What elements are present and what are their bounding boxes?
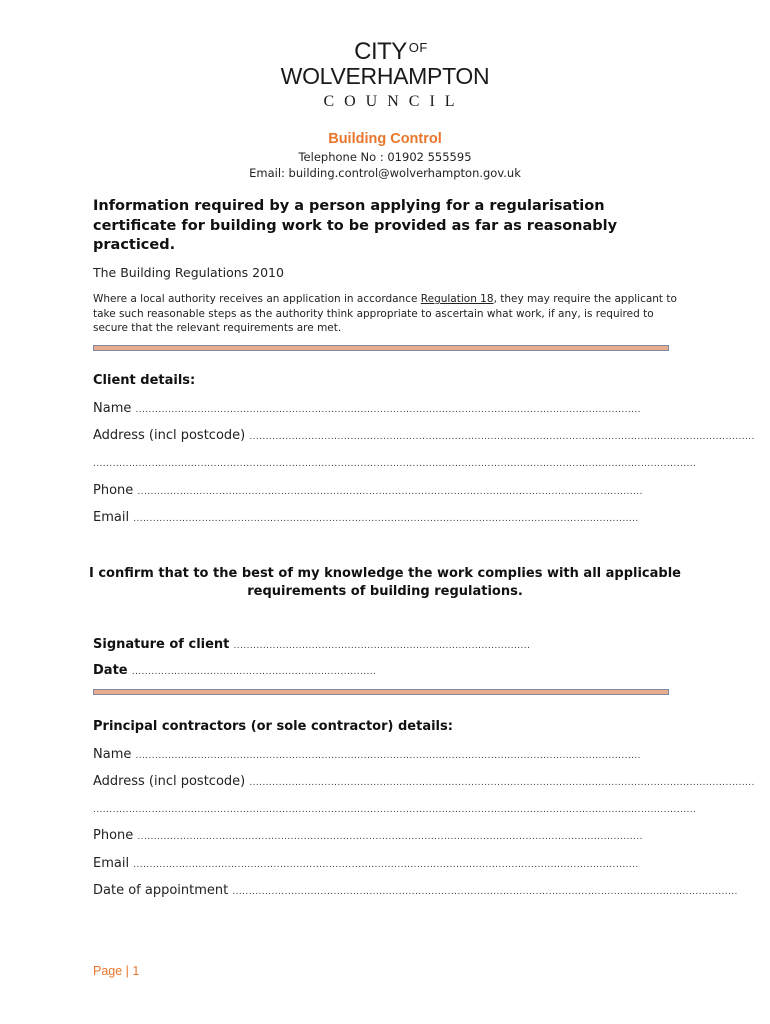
client-phone-line[interactable]: ........................................................................................................................................................... (137, 487, 643, 497)
signature-label: Signature of client (93, 637, 230, 652)
form-heading: Information required by a person applying for a regularisation certificate for building work to be provided as far as reasonably practiced. (93, 198, 618, 253)
contractor-email-line[interactable]: ........................................................................................................................................................... (133, 860, 639, 870)
client-email-line[interactable]: ........................................................................................................................................................... (133, 514, 639, 524)
client-details-title: Client details: (93, 373, 196, 388)
client-name-label: Name (93, 401, 132, 416)
logo-city-text: CITY (354, 38, 407, 65)
logo-council-text: COUNCIL (323, 93, 465, 110)
contractor-address-field[interactable] (93, 774, 755, 789)
council-logo (0, 36, 770, 111)
contractor-name-field[interactable] (93, 747, 678, 762)
logo-of-text: OF (408, 40, 428, 55)
confirmation-statement: I confirm that to the best of my knowledge the work complies with all applicable requirements of building regulations. (88, 566, 681, 599)
contractor-address-line[interactable]: ........................................................................................................................................................... (249, 778, 755, 788)
department-title: Building Control (328, 131, 442, 147)
date-label: Date (93, 663, 128, 678)
contractor-phone-label: Phone (93, 828, 134, 843)
contractor-name-label: Name (93, 747, 132, 762)
client-date-field[interactable] (93, 663, 376, 678)
regulations-title: The Building Regulations 2010 (93, 265, 284, 280)
client-email-label: Email (93, 510, 130, 525)
client-name-line[interactable]: ........................................................................................................................................................... (135, 405, 641, 415)
contractor-email-label: Email (93, 856, 130, 871)
client-address-line[interactable]: ........................................................................................................................................................... (249, 432, 755, 442)
logo-wolverhampton-text: WOLVERHAMPTON (280, 63, 490, 89)
contractor-details-title: Principal contractors (or sole contractor) details: (93, 719, 453, 734)
contractor-address-label: Address (incl postcode) (93, 774, 246, 789)
client-address-line-2[interactable]: ......................................................................................................................................................................................... (93, 459, 697, 469)
section-divider (93, 689, 669, 695)
regulation-18-link[interactable]: Regulation 18 (420, 293, 494, 305)
client-address-label: Address (incl postcode) (93, 428, 246, 443)
appointment-date-line[interactable]: ........................................................................................................................................................... (232, 887, 738, 897)
email-line: Email: building.control@wolverhampton.gov.uk (249, 166, 521, 180)
signature-line[interactable]: ........................................................................................... (233, 641, 531, 651)
telephone-line: Telephone No : 01902 555595 (298, 150, 472, 164)
contractor-address-line-2[interactable]: ......................................................................................................................................................................................... (93, 805, 697, 815)
page-number: Page | 1 (93, 964, 140, 978)
client-address-field[interactable] (93, 428, 755, 443)
date-line[interactable]: ........................................................................... (131, 667, 377, 677)
appointment-date-field[interactable] (93, 883, 738, 898)
intro-paragraph (93, 292, 683, 336)
client-name-field[interactable] (93, 401, 678, 416)
intro-text-end: , they may require the applicant to take such reasonable steps as the authority think appropriate to ascertain what work, if any, is required to secure that the relevant requirements are met. (93, 293, 677, 334)
contractor-phone-field[interactable] (93, 828, 678, 843)
contractor-name-line[interactable]: ........................................................................................................................................................... (135, 751, 641, 761)
appointment-date-label: Date of appointment (93, 883, 229, 898)
client-address-continued-field[interactable] (93, 455, 697, 470)
contractor-address-continued-field[interactable] (93, 801, 697, 816)
client-phone-label: Phone (93, 483, 134, 498)
client-signature-field[interactable] (93, 637, 530, 652)
contractor-phone-line[interactable]: ........................................................................................................................................................... (137, 832, 643, 842)
client-phone-field[interactable] (93, 483, 678, 498)
contractor-email-field[interactable] (93, 856, 678, 871)
intro-text-start: Where a local authority receives an application in accordance (93, 293, 421, 305)
client-email-field[interactable] (93, 510, 678, 525)
section-divider (93, 345, 669, 351)
